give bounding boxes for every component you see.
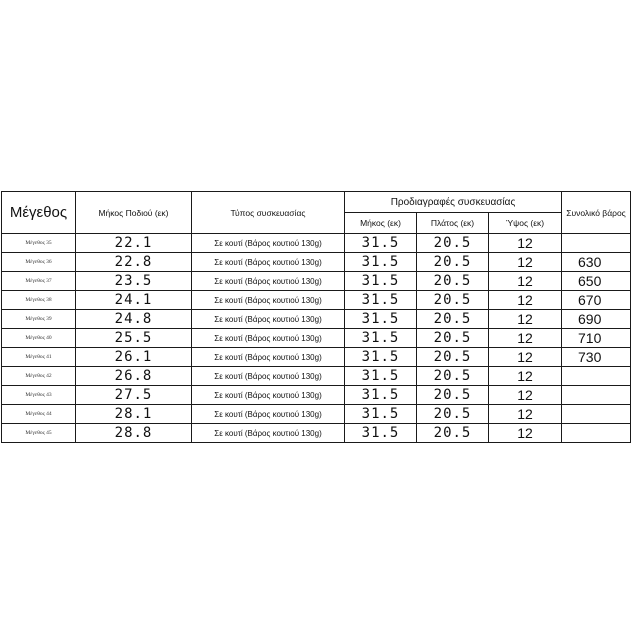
foot-length-cell: 25.5: [76, 329, 192, 348]
total-weight-cell: 650: [562, 272, 631, 291]
size-cell: Μέγεθος 35: [2, 234, 76, 253]
foot-length-cell: 26.8: [76, 367, 192, 386]
foot-length-cell: 24.8: [76, 310, 192, 329]
header-foot-length: Μήκος Ποδιού (εκ): [76, 192, 192, 234]
box-length-cell: 31.5: [345, 386, 417, 405]
box-height-cell: 12: [489, 348, 562, 367]
box-length-cell: 31.5: [345, 329, 417, 348]
packaging-type-cell: Σε κουτί (Βάρος κουτιού 130g): [192, 234, 345, 253]
box-length-cell: 31.5: [345, 424, 417, 443]
size-cell: Μέγεθος 37: [2, 272, 76, 291]
table-row: [2, 234, 631, 253]
packaging-type-cell: Σε κουτί (Βάρος κουτιού 130g): [192, 348, 345, 367]
header-box-height: Ύψος (εκ): [489, 213, 562, 234]
box-width-cell: 20.5: [417, 348, 489, 367]
box-width-cell: 20.5: [417, 329, 489, 348]
box-height-cell: 12: [489, 272, 562, 291]
total-weight-cell: 690: [562, 310, 631, 329]
box-width-cell: 20.5: [417, 234, 489, 253]
packaging-type-cell: Σε κουτί (Βάρος κουτιού 130g): [192, 386, 345, 405]
packaging-type-cell: Σε κουτί (Βάρος κουτιού 130g): [192, 424, 345, 443]
header-packaging-type: Τύπος συσκευασίας: [192, 192, 345, 234]
box-width-cell: 20.5: [417, 424, 489, 443]
box-width-cell: 20.5: [417, 272, 489, 291]
box-length-cell: 31.5: [345, 310, 417, 329]
packaging-type-cell: Σε κουτί (Βάρος κουτιού 130g): [192, 310, 345, 329]
box-length-cell: 31.5: [345, 253, 417, 272]
table-body: [2, 234, 631, 443]
header-box-width: Πλάτος (εκ): [417, 213, 489, 234]
table-row: [2, 253, 631, 272]
header-size: Μέγεθος: [2, 192, 76, 234]
table-row: [2, 310, 631, 329]
box-height-cell: 12: [489, 310, 562, 329]
table-row: [2, 329, 631, 348]
box-height-cell: 12: [489, 405, 562, 424]
total-weight-cell: [562, 386, 631, 405]
size-cell: Μέγεθος 39: [2, 310, 76, 329]
header-row-top: [2, 192, 631, 213]
table-row: [2, 367, 631, 386]
size-cell: Μέγεθος 42: [2, 367, 76, 386]
table-row: [2, 405, 631, 424]
total-weight-cell: 730: [562, 348, 631, 367]
box-length-cell: 31.5: [345, 367, 417, 386]
box-width-cell: 20.5: [417, 386, 489, 405]
box-height-cell: 12: [489, 386, 562, 405]
box-height-cell: 12: [489, 253, 562, 272]
table-row: [2, 348, 631, 367]
size-cell: Μέγεθος 36: [2, 253, 76, 272]
foot-length-cell: 23.5: [76, 272, 192, 291]
header-packaging-specs: Προδιαγραφές συσκευασίας: [345, 192, 562, 213]
box-width-cell: 20.5: [417, 253, 489, 272]
box-length-cell: 31.5: [345, 405, 417, 424]
header-box-length: Μήκος (εκ): [345, 213, 417, 234]
foot-length-cell: 24.1: [76, 291, 192, 310]
packaging-type-cell: Σε κουτί (Βάρος κουτιού 130g): [192, 329, 345, 348]
total-weight-cell: 670: [562, 291, 631, 310]
size-cell: Μέγεθος 43: [2, 386, 76, 405]
packaging-type-cell: Σε κουτί (Βάρος κουτιού 130g): [192, 253, 345, 272]
box-width-cell: 20.5: [417, 291, 489, 310]
table-row: [2, 272, 631, 291]
packaging-type-cell: Σε κουτί (Βάρος κουτιού 130g): [192, 405, 345, 424]
packaging-type-cell: Σε κουτί (Βάρος κουτιού 130g): [192, 272, 345, 291]
size-cell: Μέγεθος 45: [2, 424, 76, 443]
box-height-cell: 12: [489, 367, 562, 386]
box-height-cell: 12: [489, 234, 562, 253]
box-width-cell: 20.5: [417, 367, 489, 386]
box-width-cell: 20.5: [417, 405, 489, 424]
box-length-cell: 31.5: [345, 291, 417, 310]
foot-length-cell: 22.1: [76, 234, 192, 253]
box-length-cell: 31.5: [345, 272, 417, 291]
size-cell: Μέγεθος 44: [2, 405, 76, 424]
foot-length-cell: 28.8: [76, 424, 192, 443]
foot-length-cell: 27.5: [76, 386, 192, 405]
packaging-type-cell: Σε κουτί (Βάρος κουτιού 130g): [192, 291, 345, 310]
total-weight-cell: [562, 424, 631, 443]
total-weight-cell: [562, 405, 631, 424]
foot-length-cell: 26.1: [76, 348, 192, 367]
total-weight-cell: 710: [562, 329, 631, 348]
box-width-cell: 20.5: [417, 310, 489, 329]
total-weight-cell: 630: [562, 253, 631, 272]
total-weight-cell: [562, 367, 631, 386]
box-length-cell: 31.5: [345, 234, 417, 253]
foot-length-cell: 22.8: [76, 253, 192, 272]
box-length-cell: 31.5: [345, 348, 417, 367]
table-row: [2, 424, 631, 443]
packaging-type-cell: Σε κουτί (Βάρος κουτιού 130g): [192, 367, 345, 386]
box-height-cell: 12: [489, 329, 562, 348]
total-weight-cell: [562, 234, 631, 253]
box-height-cell: 12: [489, 291, 562, 310]
size-cell: Μέγεθος 38: [2, 291, 76, 310]
table-row: [2, 386, 631, 405]
size-cell: Μέγεθος 40: [2, 329, 76, 348]
box-height-cell: 12: [489, 424, 562, 443]
table-row: [2, 291, 631, 310]
foot-length-cell: 28.1: [76, 405, 192, 424]
size-spec-table: [1, 191, 631, 443]
header-total-weight: Συνολικό βάρος: [562, 192, 631, 234]
size-cell: Μέγεθος 41: [2, 348, 76, 367]
